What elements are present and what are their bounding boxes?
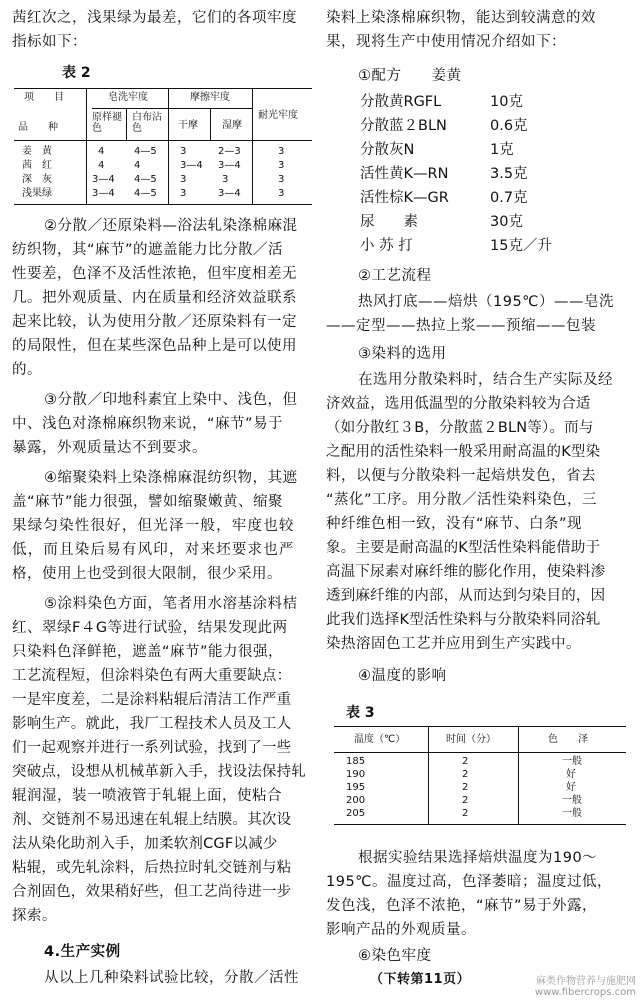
table2-cell: 3 xyxy=(180,188,187,199)
table-rule xyxy=(92,108,252,109)
table2-header-soap: 皂洗牢度 xyxy=(108,92,148,103)
table2-cell-variety: 深 灰 xyxy=(22,174,52,185)
table-rule xyxy=(334,752,626,753)
paragraph-line: 们一起观察并进行一系列试验，找到了一些 xyxy=(12,740,292,756)
table-divider xyxy=(126,108,127,140)
paragraph-line: （如分散红３B，分散蓝２BLN等）。而与 xyxy=(326,420,594,436)
fastness-heading: ⑥染色牢度 xyxy=(358,948,432,964)
table2-header-rub-sub2: 湿摩 xyxy=(222,120,242,131)
table2-cell-variety: 茜 红 xyxy=(22,160,52,171)
table2 xyxy=(14,88,312,206)
process-heading: ②工艺流程 xyxy=(358,268,432,284)
paragraph-line: 此我们选择K型活性染料与分散染料同浴轧 xyxy=(326,612,601,628)
paragraph-line: 探索。 xyxy=(12,908,57,924)
paragraph-line: 热风打底——焙烘（195℃）——皂洗 xyxy=(358,294,614,310)
table3-cell-temp: 200 xyxy=(346,795,366,806)
paragraph-line: 果，现将生产中使用情况介绍如下： xyxy=(326,34,566,50)
paragraph-line: 种纤维色相一致，没有“麻节、白条”现 xyxy=(326,516,583,532)
table2-cell: 3—4 xyxy=(218,160,241,171)
table3-cell-time: 2 xyxy=(462,769,469,780)
paragraph-line: 粘辊，或先轧涂料，后热拉时轧交链剂与粘 xyxy=(12,860,292,876)
table3-cell-temp: 195 xyxy=(346,782,366,793)
table3-cell-color: 一般 xyxy=(562,808,582,819)
paragraph-line: ②分散／还原染料—浴法轧染涤棉麻混 xyxy=(44,218,298,234)
table3-cell-time: 2 xyxy=(462,795,469,806)
paragraph-line: 几。把外观质量、内在质量和经济效益联系 xyxy=(12,290,297,306)
section-heading: 4.生产实例 xyxy=(44,944,121,960)
paragraph-line: ⑤涂料染色方面，笔者用水溶基涂料桔 xyxy=(44,596,298,612)
paragraph-line: 剂、交链剂不易迅速在轧辊上结膜。其次设 xyxy=(12,812,292,828)
paragraph-line: 195℃。温度过高，色泽萎暗；温度过低， xyxy=(326,874,612,890)
table-rule xyxy=(334,824,626,825)
paragraph-line: 起来比较，认为使用分散／还原染料有一定 xyxy=(12,314,297,330)
paragraph-line: 影响生产。就此，我厂工程技术人员及工人 xyxy=(12,716,292,732)
table2-cell: 3—4 xyxy=(218,188,241,199)
recipe-name: 分散灰N xyxy=(360,142,415,158)
table-divider xyxy=(86,88,87,204)
recipe-value: 3.5克 xyxy=(490,166,528,182)
table3-cell-time: 2 xyxy=(462,782,469,793)
table2-header-rub: 摩擦牢度 xyxy=(190,92,230,103)
table3-cell-color: 好 xyxy=(566,782,576,793)
table3-cell-color: 一般 xyxy=(562,795,582,806)
left-column xyxy=(0,0,318,1000)
paragraph-line: 的局限性，但在某些深色品种上是可以使用 xyxy=(12,338,297,354)
table2-cell: 4—5 xyxy=(134,188,157,199)
table3-cell-color: 好 xyxy=(566,769,576,780)
paragraph-line: ——定型——热拉上浆——预缩——包装 xyxy=(326,318,596,334)
table-divider xyxy=(252,88,253,204)
table2-header-light: 耐光牢度 xyxy=(258,110,298,121)
table-divider xyxy=(168,88,169,204)
table3-cell-time: 2 xyxy=(462,756,469,767)
table2-cell: 4—5 xyxy=(134,174,157,185)
watermark-line: 麻类作物营养与施肥网 xyxy=(536,976,636,987)
table2-cell: 4 xyxy=(98,146,105,157)
paragraph-line: 只染料色泽鲜艳，遮盖“麻节”能力很强， xyxy=(12,644,284,660)
table-rule xyxy=(14,88,312,89)
paragraph-line: 纺织物，其“麻节”的遮盖能力比分散／活 xyxy=(12,242,284,258)
table3-header-time: 时间（分） xyxy=(446,734,496,745)
table-divider xyxy=(210,108,211,140)
table2-cell: 3 xyxy=(180,174,187,185)
paragraph-line: 济效益，选用低温型的分散染料较为合适 xyxy=(326,396,591,412)
right-column xyxy=(326,0,640,1000)
paragraph-line: 指标如下： xyxy=(12,34,87,50)
watermark-line: www.fibercrops.com xyxy=(534,987,636,998)
table-divider xyxy=(428,726,429,824)
recipe-value: 30克 xyxy=(490,214,523,230)
paragraph-line: 果绿匀染性很好，但光泽一般，牢度也较 xyxy=(12,518,295,534)
recipe-name: 分散黄RGFL xyxy=(360,94,442,110)
paragraph-line: 高温下尿素对麻纤维的膨化作用，使染料渗 xyxy=(326,564,606,580)
recipe-heading: ①配方 姜黄 xyxy=(358,68,462,84)
paragraph-line: 性要差，色泽不及活性浓艳，但牢度相差无 xyxy=(12,266,297,282)
recipe-value: 0.6克 xyxy=(490,118,528,134)
paragraph-line: “蒸化”工序。用分散／活性染料染色，三 xyxy=(326,492,598,508)
recipe-name: 尿 素 xyxy=(360,214,418,230)
paragraph-line: 盖“麻节”能力很强，譬如缩聚嫩黄、缩聚 xyxy=(12,494,284,510)
table2-cell: 4—5 xyxy=(134,146,157,157)
recipe-value: 10克 xyxy=(490,94,523,110)
paragraph-line: 影响产品的外观质量。 xyxy=(326,922,476,938)
recipe-name: 小 苏 打 xyxy=(360,238,413,254)
table3-cell-color: 一般 xyxy=(562,756,582,767)
table2-cell-variety: 浅果绿 xyxy=(22,188,52,199)
table3 xyxy=(334,726,626,826)
paragraph-line: 中、浅色对涤棉麻织物来说，“麻节”易于 xyxy=(12,416,284,432)
table2-header-soap-sub2: 白布沾色 xyxy=(132,112,162,134)
paragraph-line: 茜红次之，浅果绿为最差，它们的各项牢度 xyxy=(12,10,297,26)
paragraph-line: 红、翠绿F４G等进行试验，结果发现此两 xyxy=(12,620,288,636)
recipe-name: 活性棕K—GR xyxy=(360,190,449,206)
paragraph-line: 染料上染涤棉麻织物，能达到较满意的效 xyxy=(326,10,596,26)
recipe-name: 活性黄K—RN xyxy=(360,166,449,182)
paragraph-line: 一是牢度差，二是涂料粘辊后清洁工作严重 xyxy=(12,692,292,708)
table-rule xyxy=(14,140,312,141)
paragraph-line: 法从染化助剂入手，加柔软剂CGF以减少 xyxy=(12,836,278,852)
table3-header-temp: 温度（℃） xyxy=(354,734,406,745)
paragraph-line: 从以上几种染料试验比较，分散／活性 xyxy=(44,970,299,986)
paragraph-line: 透到麻纤维的内部，从而达到匀染目的，因 xyxy=(326,588,606,604)
paragraph-line: ③分散／印地科素宜上染中、浅色，但 xyxy=(44,392,298,408)
paragraph-line: 工艺流程短，但涂料染色有两大重要缺点： xyxy=(12,668,292,684)
table2-title: 表 2 xyxy=(62,65,91,81)
table2-header-soap-sub1: 原样褪色 xyxy=(92,112,122,134)
table2-cell: 3 xyxy=(278,188,285,199)
recipe-value: 1克 xyxy=(490,142,514,158)
continued-note: （下转第11页） xyxy=(370,972,471,987)
table-rule xyxy=(14,204,312,205)
paragraph-line: 的。 xyxy=(12,362,42,378)
paragraph-line: 突破点，设想从机械革新入手，找设法保持轧 xyxy=(12,764,306,780)
table2-cell-variety: 姜 黄 xyxy=(22,146,52,157)
paragraph-line: 在选用分散染料时，结合生产实际及经 xyxy=(358,372,613,388)
paragraph-line: 根据实验结果选择焙烘温度为190～ xyxy=(358,850,598,866)
recipe-value: 0.7克 xyxy=(490,190,528,206)
table2-cell: 3 xyxy=(278,174,285,185)
table2-header-variety: 品 种 xyxy=(18,122,58,133)
table2-cell: 3 xyxy=(278,160,285,171)
table-rule xyxy=(334,726,626,727)
table2-cell: 3—4 xyxy=(92,188,115,199)
paragraph-line: 暴露，外观质量达不到要求。 xyxy=(12,440,207,456)
paragraph-line: 之配用的活性染料一般采用耐高温的K型染 xyxy=(326,444,601,460)
table3-header-color: 色 泽 xyxy=(548,734,588,745)
table2-cell: 4 xyxy=(98,160,105,171)
table-divider xyxy=(518,726,519,824)
table2-header-item: 项 目 xyxy=(24,92,64,103)
table2-cell: 3 xyxy=(180,146,187,157)
paragraph-line: 格，使用上也受到很大限制，很少采用。 xyxy=(12,566,282,582)
paragraph-line: 辊润湿，装一喷液管于轧辊上面，使粘合 xyxy=(12,788,282,804)
table2-cell: 3 xyxy=(222,174,229,185)
table2-cell: 3—4 xyxy=(180,160,203,171)
recipe-value: 15克／升 xyxy=(490,238,552,254)
paragraph-line: 象。主要是耐高温的K型活性染料能借助于 xyxy=(326,540,601,556)
watermark xyxy=(535,976,636,998)
temp-heading: ④温度的影响 xyxy=(358,668,447,684)
table3-cell-time: 2 xyxy=(462,808,469,819)
table2-cell: 3 xyxy=(278,146,285,157)
paragraph-line: 合剂固色，效果稍好些，但工艺尚待进一步 xyxy=(12,884,292,900)
table2-cell: 3—4 xyxy=(92,174,115,185)
paragraph-line: 低，而且染后易有风印，对来坯要求也严 xyxy=(12,542,295,558)
table3-title: 表 3 xyxy=(346,705,375,721)
recipe-name: 分散蓝２BLN xyxy=(360,118,447,134)
table3-cell-temp: 190 xyxy=(346,769,366,780)
paragraph-line: 发色浅，色泽不浓艳，“麻节”易于外露， xyxy=(326,898,598,914)
table2-cell: 2—3 xyxy=(218,146,241,157)
paragraph-line: ④缩聚染料上染涤棉麻混纺织物，其遮 xyxy=(44,470,298,486)
paragraph-line: 料，以便与分散染料一起焙烘发色，省去 xyxy=(326,468,596,484)
recipe-list xyxy=(360,90,620,260)
table3-cell-temp: 205 xyxy=(346,808,366,819)
table3-cell-temp: 185 xyxy=(346,756,366,767)
table2-cell: 4 xyxy=(134,160,141,171)
selection-heading: ③染料的选用 xyxy=(358,346,447,362)
paragraph-line: 染热溶固色工艺并应用到生产实践中。 xyxy=(326,636,581,652)
table2-header-rub-sub1: 干摩 xyxy=(178,120,198,131)
